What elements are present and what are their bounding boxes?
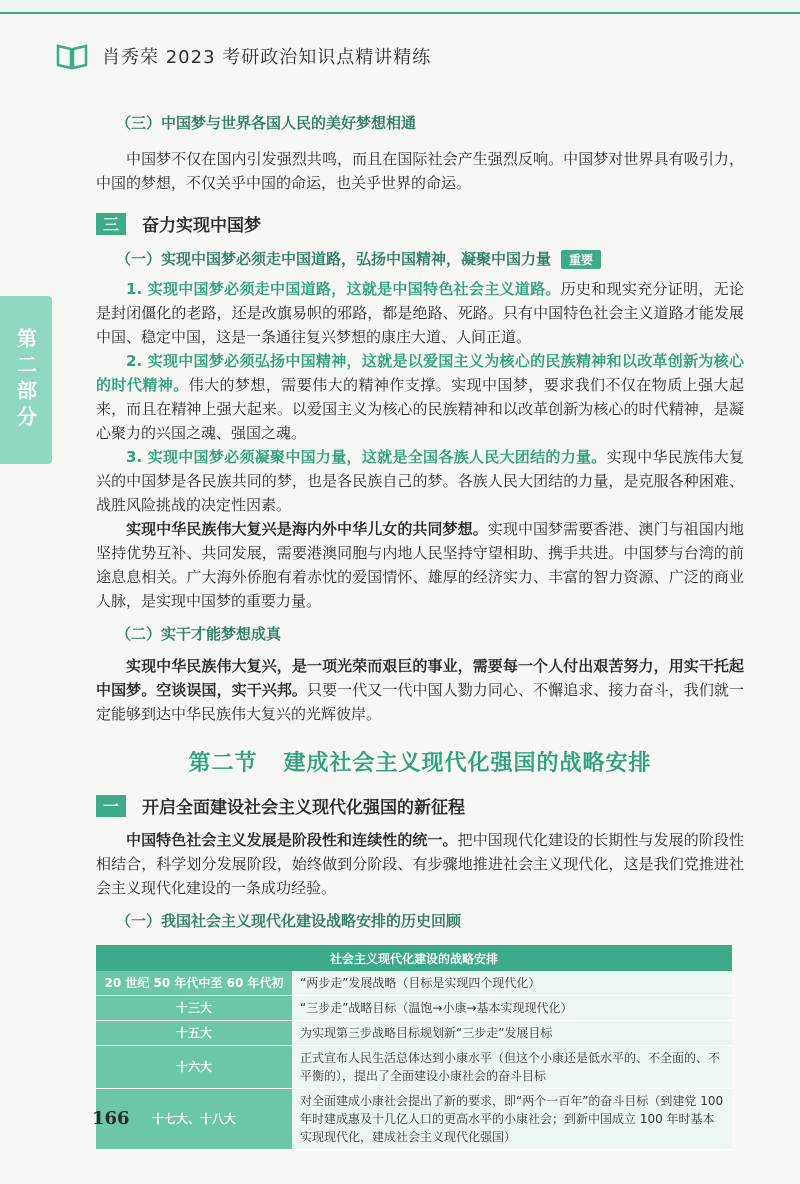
table-title: 社会主义现代化建设的战略安排 [96, 945, 732, 971]
point-2-lead: 2. 实现中国梦必须弘扬中国精神，这就是以爱国主义为核心的民族精神和以改革创新为核心的时代精神。 [96, 352, 744, 394]
row-label: 20 世纪 50 年代中至 60 年代初 [96, 971, 292, 996]
section-number: 一 [96, 795, 126, 817]
section-number: 三 [96, 213, 126, 235]
point-1 [96, 277, 744, 349]
row-label: 十七大、十八大 [96, 1089, 292, 1150]
row-text: 正式宣布人民生活总体达到小康水平（但这个小康还是低水平的、不全面的、不平衡的），提出了全面建设小康社会的奋斗目标 [292, 1046, 732, 1089]
row-text: 为实现第三步战略目标规划新“三步走”发展目标 [292, 1021, 732, 1046]
section-title: 奋力实现中国梦 [142, 216, 261, 236]
paragraph-stages [96, 828, 744, 900]
chapter-number: 第二节 [188, 751, 258, 776]
paragraph-action [96, 654, 744, 726]
point-2-text: 伟大的梦想，需要伟大的精神作支撑。实现中国梦，要求我们不仅在物质上强大起来，而且在精神上强大起来。以爱国主义为核心的民族精神和以改革创新为核心的时代精神，是凝心聚力的兴国之魂、强国之魂。 [96, 376, 744, 442]
subheading-a2: （二）实干才能梦想成真 [116, 625, 282, 643]
chapter-title: 建成社会主义现代化强国的战略安排 [283, 751, 652, 776]
row-label: 十三大 [96, 996, 292, 1021]
important-badge: 重要 [561, 250, 601, 269]
action-lead: 实现中华民族伟大复兴，是一项光荣而艰巨的事业，需要每一个人付出艰苦努力，用实干托起中国梦。空谈误国，实干兴邦。 [96, 657, 744, 699]
row-label: 十五大 [96, 1021, 292, 1046]
row-text: “两步走”发展战略（目标是实现四个现代化） [292, 971, 732, 996]
part-side-tab: 第二部分 [0, 296, 52, 464]
point-2 [96, 349, 744, 445]
row-text: 对全面建成小康社会提出了新的要求，即“两个一百年”的奋斗目标（到建党 100 年时建成惠及十几亿人口的更高水平的小康社会；到新中国成立 100 年时基本实现现代化，建成社会主义现代化强国） [292, 1089, 732, 1150]
point-3-text: 实现中华民族伟大复兴的中国梦是各民族共同的梦，也是各民族自己的梦。各族人民大团结的力量，是克服各种困难、战胜风险挑战的决定性因素。 [96, 448, 744, 514]
book-icon [56, 42, 88, 70]
point-3 [96, 445, 744, 517]
top-border [0, 0, 800, 14]
point-3-lead: 3. 实现中国梦必须凝聚中国力量，这就是全国各族人民大团结的力量。 [126, 448, 607, 466]
stages-lead: 中国特色社会主义发展是阶段性和连续性的统一。 [126, 831, 458, 849]
action-text: 只要一代又一代中国人勠力同心、不懈追求、接力奋斗，我们就一定能够到达中华民族伟大复兴的光辉彼岸。 [96, 681, 744, 723]
paragraph-overseas [96, 517, 744, 613]
section-3-heading [96, 211, 744, 236]
subheading-a1-text: （一）实现中国梦必须走中国道路，弘扬中国精神，凝聚中国力量 [116, 250, 552, 268]
page-header [56, 40, 431, 72]
subheading-a1 [116, 248, 744, 269]
page-number: 166 [92, 1108, 130, 1129]
point-1-text: 历史和现实充分证明，无论是封闭僵化的老路，还是改旗易帜的邪路，都是绝路、死路。只有中国特色社会主义道路才能发展中国、稳定中国，这是一条通往复兴梦想的康庄大道、人间正道。 [96, 280, 744, 346]
strategy-table [96, 945, 732, 1150]
overseas-text: 实现中国梦需要香港、澳门与祖国内地坚持优势互补、共同发展，需要港澳同胞与内地人民坚持守望相助、携手共进。中国梦与台湾的前途息息相关。广大海外侨胞有着赤忱的爱国情怀、雄厚的经济实力、丰富的智力资源、广泛的商业人脉，是实现中国梦的重要力量。 [96, 520, 744, 610]
header-title: 肖秀荣 2023 考研政治知识点精讲精练 [102, 47, 432, 68]
page-content [96, 112, 744, 1150]
section-1-heading [96, 793, 744, 818]
point-1-lead: 1. 实现中国梦必须走中国道路，这就是中国特色社会主义道路。 [126, 280, 561, 298]
table-row [96, 1021, 732, 1046]
stages-text: 把中国现代化建设的长期性与发展的阶段性相结合，科学划分发展阶段，始终做到分阶段、有步骤地推进社会主义现代化，这是我们党推进社会主义现代化建设的一条成功经验。 [96, 831, 744, 897]
table-row [96, 1046, 732, 1089]
table-row [96, 1089, 732, 1150]
subheading-s3: （三）中国梦与世界各国人民的美好梦想相通 [116, 114, 417, 132]
row-label: 十六大 [96, 1046, 292, 1089]
overseas-lead: 实现中华民族伟大复兴是海内外中华儿女的共同梦想。 [126, 520, 488, 538]
chapter-heading [96, 746, 744, 777]
row-text: “三步走”战略目标（温饱→小康→基本实现现代化） [292, 996, 732, 1021]
section-title: 开启全面建设社会主义现代化强国的新征程 [142, 798, 465, 818]
table-row [96, 971, 732, 996]
table-row [96, 996, 732, 1021]
paragraph-s3: 中国梦不仅在国内引发强烈共鸣，而且在国际社会产生强烈反响。中国梦对世界具有吸引力，中国的梦想，不仅关乎中国的命运，也关乎世界的命运。 [96, 150, 744, 192]
subheading-b1: （一）我国社会主义现代化建设战略安排的历史回顾 [116, 912, 462, 930]
